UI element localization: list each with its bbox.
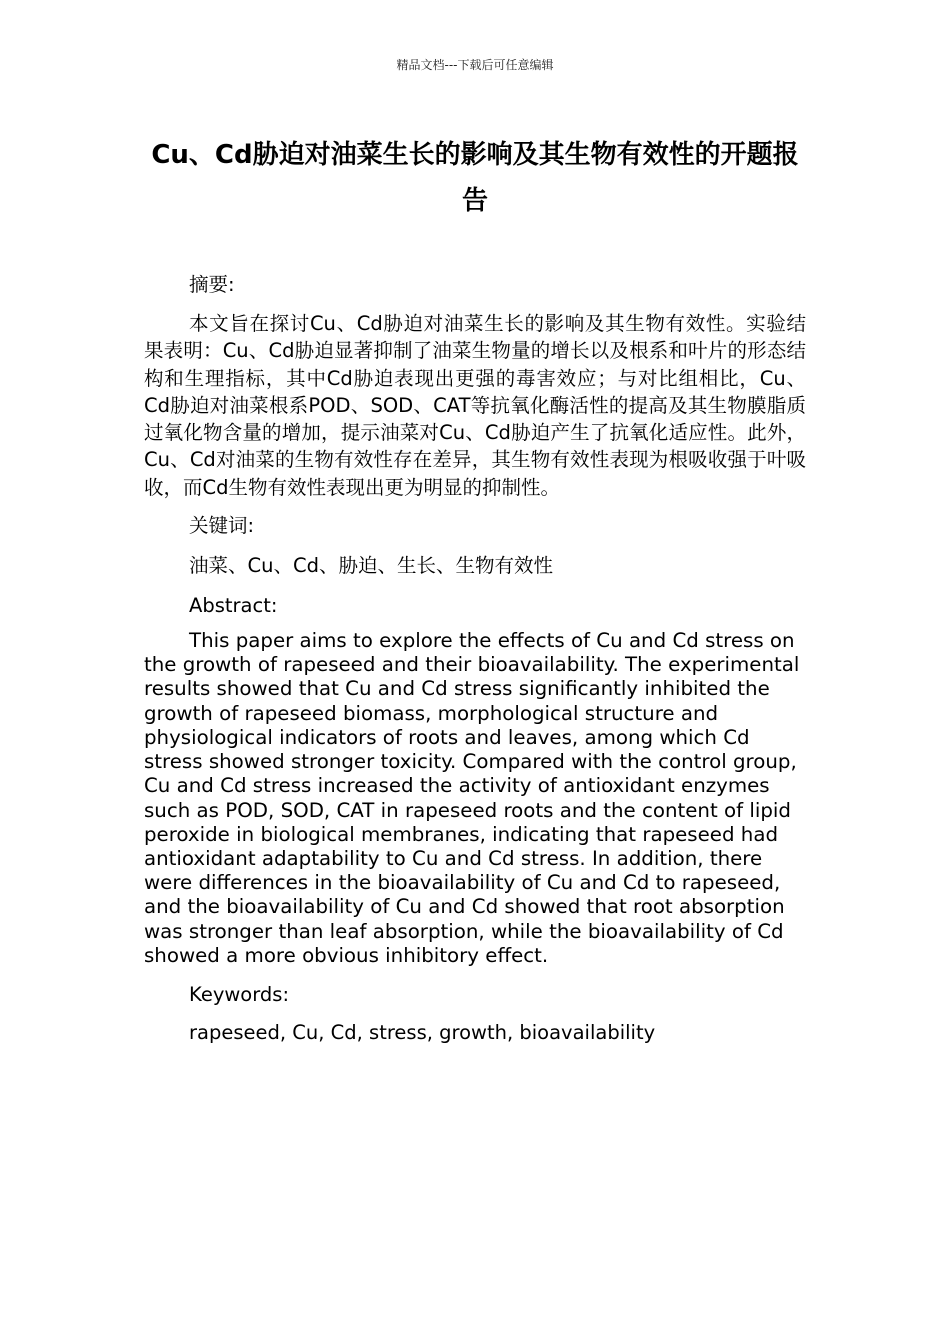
document-body [144,270,806,1058]
keywords-cn-text: 油菜、Cu、Cd、胁迫、生长、生物有效性 [189,554,553,578]
keywords-en-label: Keywords: [189,982,290,1006]
document-title: Cu、Cd胁迫对油菜生长的影响及其生物有效性的开题报告 [151,140,799,216]
abstract-cn-text: 本文旨在探讨Cu、Cd胁迫对油菜生长的影响及其生物有效性。实验结果表明：Cu、Cd胁迫显著抑制了油菜生物量的增长以及根系和叶片的形态结构和生理指标，其中Cd胁迫表现出更强的毒害效应；与对比组相比，Cu、Cd胁迫对油菜根系POD、SOD、CAT等抗氧化酶活性的提高及其生物膜脂质过氧化物含量的增加，提示油菜对Cu、Cd胁迫产生了抗氧化适应性。此外，Cu、Cd对油菜的生物有效性存在差异，其生物有效性表现为根吸收强于叶吸收，而Cd生物有效性表现出更为明显的抑制性。 [144,312,806,499]
keywords-en-text: rapeseed, Cu, Cd, stress, growth, bioavailability [189,1020,656,1044]
abstract-en-label: Abstract: [189,594,278,618]
keywords-cn-label: 关键词: [189,514,255,538]
header-note: 精品文档---下载后可任意编辑 [396,58,554,72]
abstract-cn-label: 摘要: [189,273,235,296]
abstract-en-text: This paper aims to explore the effects of Cu and Cd stress on the growth of rapeseed and their bioavailability. The experimental results showed that Cu and Cd stress significantly inhibited the growth of rapeseed biomass, morphological structure and physiological indicators of roots and leaves, among which Cd stress showed stronger toxicity. Compared with the control group, Cu and Cd stress increased the activity of antioxidant enzymes such as POD, SOD, CAT in rapeseed roots and the content of lipid peroxide in biological membranes, indicating that rapeseed had antioxidant adaptability to Cu and Cd stress. In addition, there were differences in the bioavailability of Cu and Cd to rapeseed, and the bioavailability of Cu and Cd showed that root absorption was stronger than leaf absorption, while the bioavailability of Cd showed a more obvious inhibitory effect. [144,629,800,967]
